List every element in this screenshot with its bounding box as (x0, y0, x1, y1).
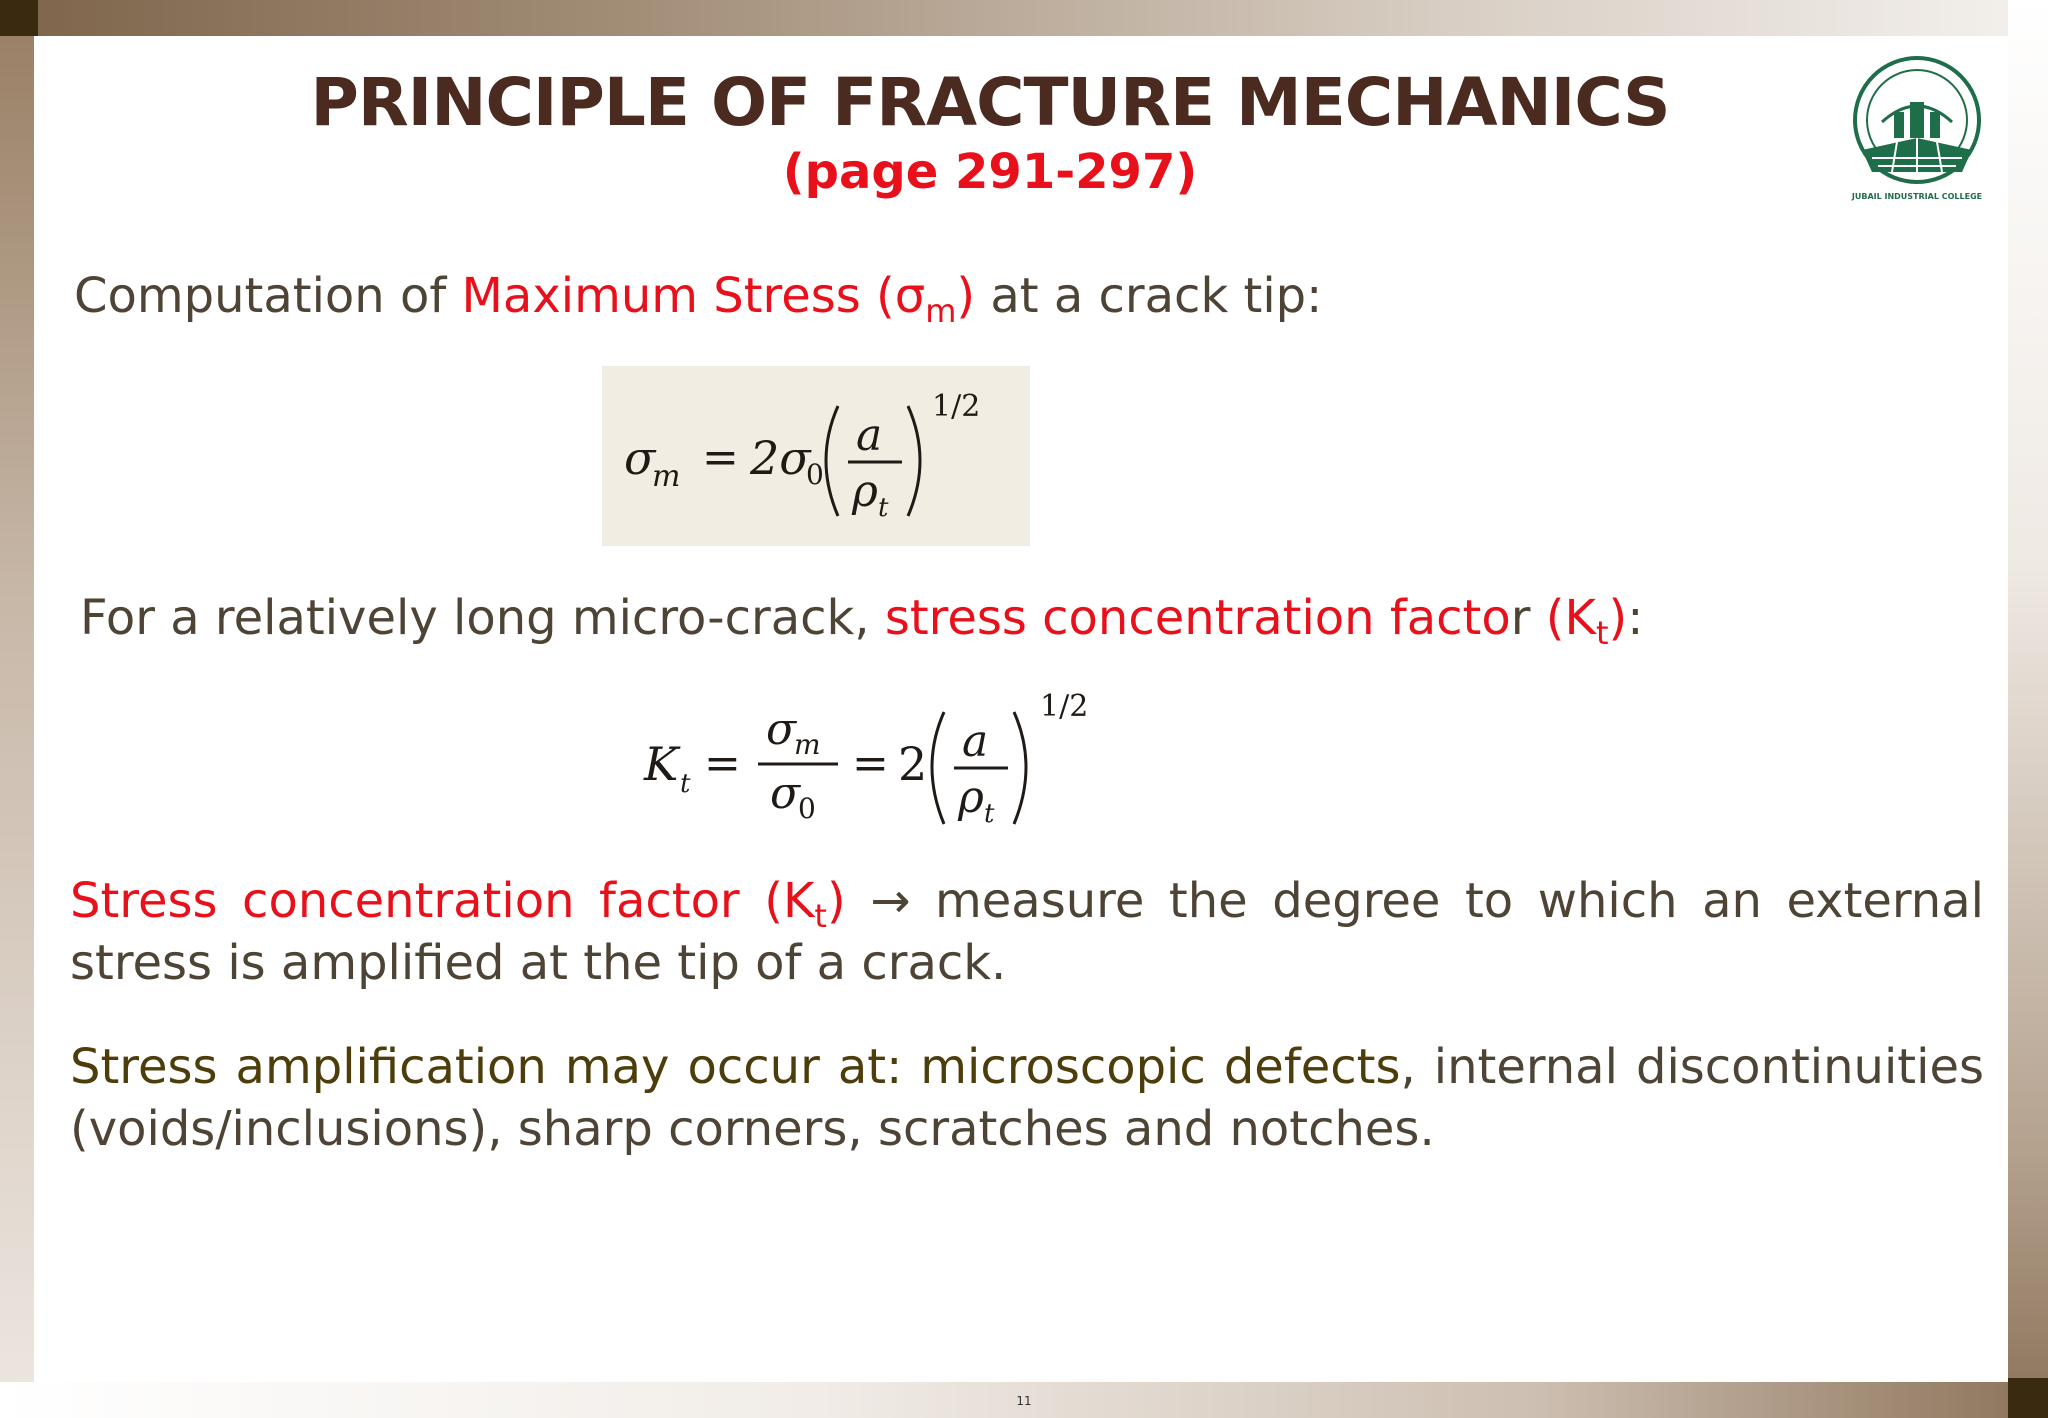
eq2-numerator: a (962, 716, 989, 767)
eq2-frac-denominator-sub: 0 (798, 792, 816, 825)
max-stress-equation (602, 366, 1030, 546)
page-number: 11 (1016, 1394, 1032, 1408)
eq1-denominator-sub: t (878, 493, 889, 523)
eq2-denominator-sub: t (984, 799, 995, 829)
eq2-denominator: ρ (958, 772, 984, 823)
left-border (0, 36, 34, 1418)
scf-definition-term: Stress concentration factor (K (70, 873, 815, 929)
eq2-frac-numerator-sub: m (794, 728, 821, 761)
slide-title: PRINCIPLE OF FRACTURE MECHANICS (310, 64, 1670, 141)
scf-definition-subscript: t (814, 897, 827, 935)
scf-term: stress concentration facto (884, 590, 1511, 646)
eq1-exponent: 1/2 (932, 389, 981, 424)
line2-suffix: : (1627, 590, 1644, 646)
scf-definition-close: ) (826, 873, 846, 929)
eq1-coefficient: 2σ (750, 431, 811, 485)
amplification-lead: Stress amplification may occur at: microscopic defects (70, 1039, 1401, 1095)
top-border (0, 0, 2048, 36)
logo-caption: JUBAIL INDUSTRIAL COLLEGE (1851, 192, 1983, 201)
stress-amplification-sources (70, 1036, 1984, 1160)
line2-prefix: For a relatively long micro-crack, (80, 590, 885, 646)
eq1-numerator: a (856, 410, 883, 461)
eq1-lhs-sub: m (652, 459, 681, 494)
slide-subtitle: (page 291-297) (782, 144, 1198, 200)
eq2-frac-denominator: σ (770, 768, 801, 819)
max-stress-subscript: m (925, 292, 957, 330)
eq1-lhs: σ (624, 431, 656, 485)
top-left-corner-block (0, 0, 38, 36)
line1-prefix: Computation of (74, 268, 462, 324)
eq1-denominator: ρ (852, 466, 878, 517)
eq2-frac-numerator: σ (766, 704, 797, 755)
line1-suffix: at a crack tip: (975, 268, 1323, 324)
eq1-coefficient-sub: 0 (806, 458, 824, 491)
scf-term-end: r (1510, 590, 1546, 646)
stress-concentration-equation (630, 676, 1100, 836)
scf-definition (70, 870, 1984, 994)
max-stress-intro (74, 268, 1323, 330)
max-stress-close: ) (956, 268, 976, 324)
stress-concentration-intro (80, 590, 1644, 652)
college-logo-icon (1842, 50, 1992, 210)
eq2-equals-2: = (852, 738, 889, 789)
eq2-lhs-sub: t (680, 769, 691, 799)
max-stress-term: Maximum Stress (σ (461, 268, 926, 324)
amplification-list: , internal discontinuities (voids/inclusions), sharp corners, scratches and notches. (70, 1039, 1984, 1157)
eq2-exponent: 1/2 (1040, 689, 1089, 724)
eq2-lhs: K (644, 737, 679, 791)
eq2-equals: = (704, 738, 741, 789)
kt-close: ) (1608, 590, 1628, 646)
kt-subscript: t (1595, 614, 1609, 652)
arrow-icon: → (870, 873, 911, 929)
kt-open: (K (1545, 590, 1596, 646)
eq1-equals: = (702, 432, 739, 483)
scf-definition-text: measure the degree to which an external stress is amplified at the tip of a crack. (70, 873, 1984, 991)
right-border (2008, 0, 2048, 1418)
bottom-right-corner-block (2008, 1378, 2048, 1418)
eq2-coefficient: 2 (898, 737, 928, 791)
